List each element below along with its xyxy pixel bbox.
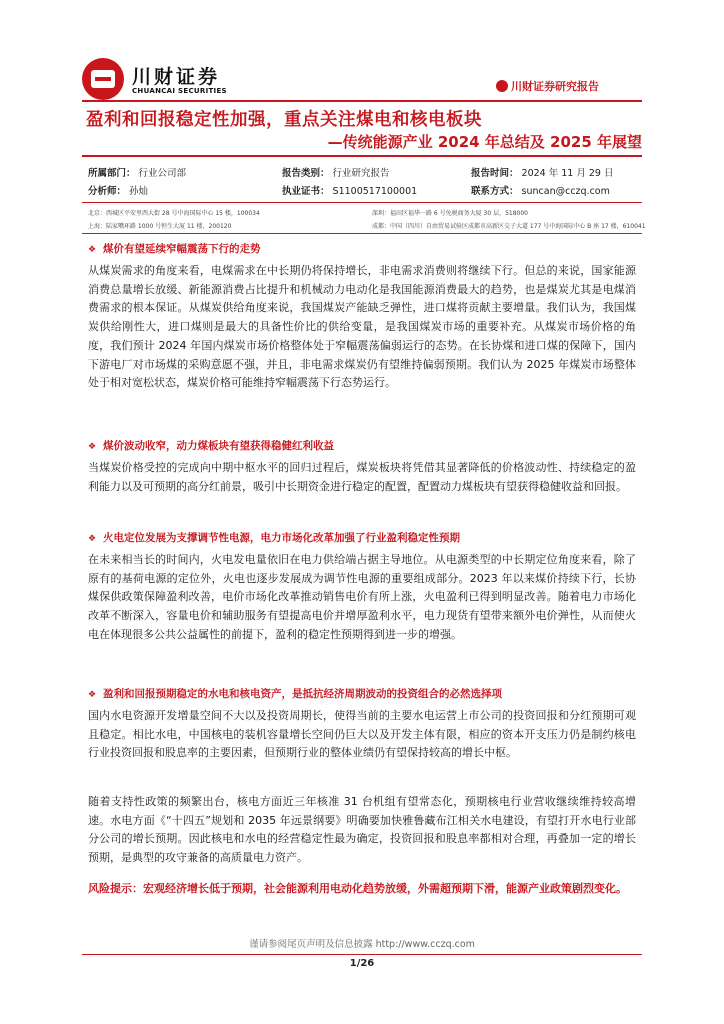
dept-value: 行业公司部 [138,168,187,179]
type-info [282,165,390,179]
analyst-value: 孙灿 [129,186,149,197]
company-logo-icon [82,58,124,100]
address-divider-top [82,202,642,203]
date-label: 报告时间： [471,168,519,179]
date-value: 2024 年 11 月 29 日 [521,168,614,179]
brand-name: 川财证券 [132,66,221,88]
diamond-bullet-icon: ❖ [88,442,97,452]
section-paragraph: 国内水电资源开发增量空间不大以及投资周期长，使得当前的主要水电运营上市公司的投资回报和分红预期可观且稳定。相比水电，中国核电的装机容量增长空间仍巨大以及开发主体有限，相应的资本开支压力仍是制约核电行业投资回报和股息率的主要因素，但预期行业的整体业绩仍有望保持较高的增长中枢。 [88,709,636,760]
header-divider [82,100,642,102]
address-beijing: 北京：西城区平安里西大街 28 号中海国际中心 15 楼，100034 [88,210,260,217]
section-heading-text: 煤价波动收窄，动力煤板块有望获得稳健红利收益 [103,440,334,452]
page-number: 1/26 [349,958,375,969]
date-info [471,165,614,179]
footer-disclaimer-link[interactable]: 谨请参阅尾页声明及信息披露 http://www.cczq.com [249,939,475,950]
risk-warning: 风险提示：宏观经济增长低于预期，社会能源利用电动化趋势放缓，外需超预期下滑，能源产业政策剧烈变化。 [88,882,627,895]
section-paragraph: 从煤炭需求的角度来看，电煤需求在中长期仍将保持增长，非电需求消费则将继续下行。但总的来说，国家能源消费总量增长放缓、新能源消费占比提升和机械动力电动化是我国能源消费最大的趋势，也是煤炭尤其是电煤消费需求的根本保证。从煤炭供给角度来说，我国煤炭产能缺乏弹性，进口煤将贡献主要增量。我们认为，我国煤炭供给刚性大，进口煤则是最大的具备性价比的供给变量，是我国煤炭市场的重要补充。从煤炭市场价格的角度，我们预计 2024 年国内煤炭市场价格整体处于窄幅震荡偏弱运行的态势。在长协煤和进口煤的保障下，国内下游电厂对市场煤的采购意愿不强，并且，非电需求煤炭仍有望维持偏弱预期。我们认为 2025 年煤炭市场整体处于相对宽松状态，煤炭价格可能维持窄幅震荡下行态势运行。 [88,264,636,390]
type-value: 行业研究报告 [332,168,390,179]
contact-info [471,183,610,197]
address-shenzhen: 深圳：福田区福华一路 6 号免税商务大厦 30 层，518000 [372,210,528,217]
section-heading-text: 煤价有望延续窄幅震荡下行的走势 [103,243,261,255]
dept-info [88,165,186,179]
address-divider-bottom [82,233,642,234]
page-title: 盈利和回报稳定性加强，重点关注煤电和核电板块 [86,110,482,130]
diamond-bullet-icon: ❖ [88,690,97,700]
section-heading [88,241,261,256]
cert-label: 执业证书： [282,186,330,197]
report-tag-label: 川财证券研究报告 [511,80,599,93]
section-heading [88,686,502,701]
brand-name-en: CHUANCAI SECURITIES [132,87,227,95]
analyst-label: 分析师： [88,186,127,197]
diamond-bullet-icon: ❖ [88,245,97,255]
section-paragraph: 在未来相当长的时间内，火电发电量依旧在电力供给端占据主导地位。从电源类型的中长期定位角度来看，除了原有的基荷电源的定位外，火电也逐步发展成为调节性电源的重要组成部分。2023 年以来煤价持续下行，长协煤保供政策保障盈利改善，电价市场化改革推动销售电价有所上涨，火电盈利已得到明显改善。随着电力市场化改革不断深入，容量电价和辅助服务有望提高电价并增厚盈利水平，电力现货有望带来额外电价弹性，从而使火电在体现很多公共公益属性的前提下，盈利的稳定性预期得到进一步的增强。 [88,553,636,641]
info-divider [82,155,642,157]
type-label: 报告类别： [282,168,330,179]
contact-label: 联系方式： [471,186,519,197]
footer-divider [82,954,642,955]
section-heading [88,530,460,545]
address-chengdu: 成都：中国（四川）自由贸易试验区成都市高新区交子大道 177 号中海国际中心 B 座 17 楼，610041 [372,223,646,230]
section-heading-text: 火电定位发展为支撑调节性电源，电力市场化改革加强了行业盈利稳定性预期 [103,532,460,544]
section-heading-text: 盈利和回报预期稳定的水电和核电资产，是抵抗经济周期波动的投资组合的必然选择项 [103,688,502,700]
report-tag [496,78,599,94]
cert-value: S1100517100001 [332,186,418,197]
brand-mark-icon [496,80,508,92]
contact-email[interactable]: suncan@cczq.com [521,186,610,197]
section-paragraph: 随着支持性政策的频繁出台，核电方面近三年核准 31 台机组有望常态化，预期核电行业营收继续维持较高增速。水电方面《“十四五”规划和 2035 年远景纲要》明确要加快雅鲁藏布江相关水电建设，有望打开水电行业部分公司的增长预期。因此核电和水电的经营稳定性最为确定，投资回报和股息率都相对合理，再叠加一定的增长预期，是典型的攻守兼备的高质量电力资产。 [88,795,636,865]
section-heading [88,438,334,453]
cert-info [282,183,417,197]
dept-label: 所属部门： [88,168,136,179]
analyst-info [88,183,148,197]
section-paragraph: 当煤炭价格受控的完成向中期中枢水平的回归过程后，煤炭板块将凭借其显著降低的价格波动性、持续稳定的盈利能力以及可预期的高分红前景，吸引中长期资金进行稳定的配置，配置动力煤板块有望获得稳健收益和回报。 [88,461,636,493]
diamond-bullet-icon: ❖ [88,534,97,544]
page-subtitle: —传统能源产业 2024 年总结及 2025 年展望 [327,133,642,151]
address-shanghai: 上海：陆家嘴环路 1000 号恒生大厦 11 楼，200120 [88,223,232,230]
